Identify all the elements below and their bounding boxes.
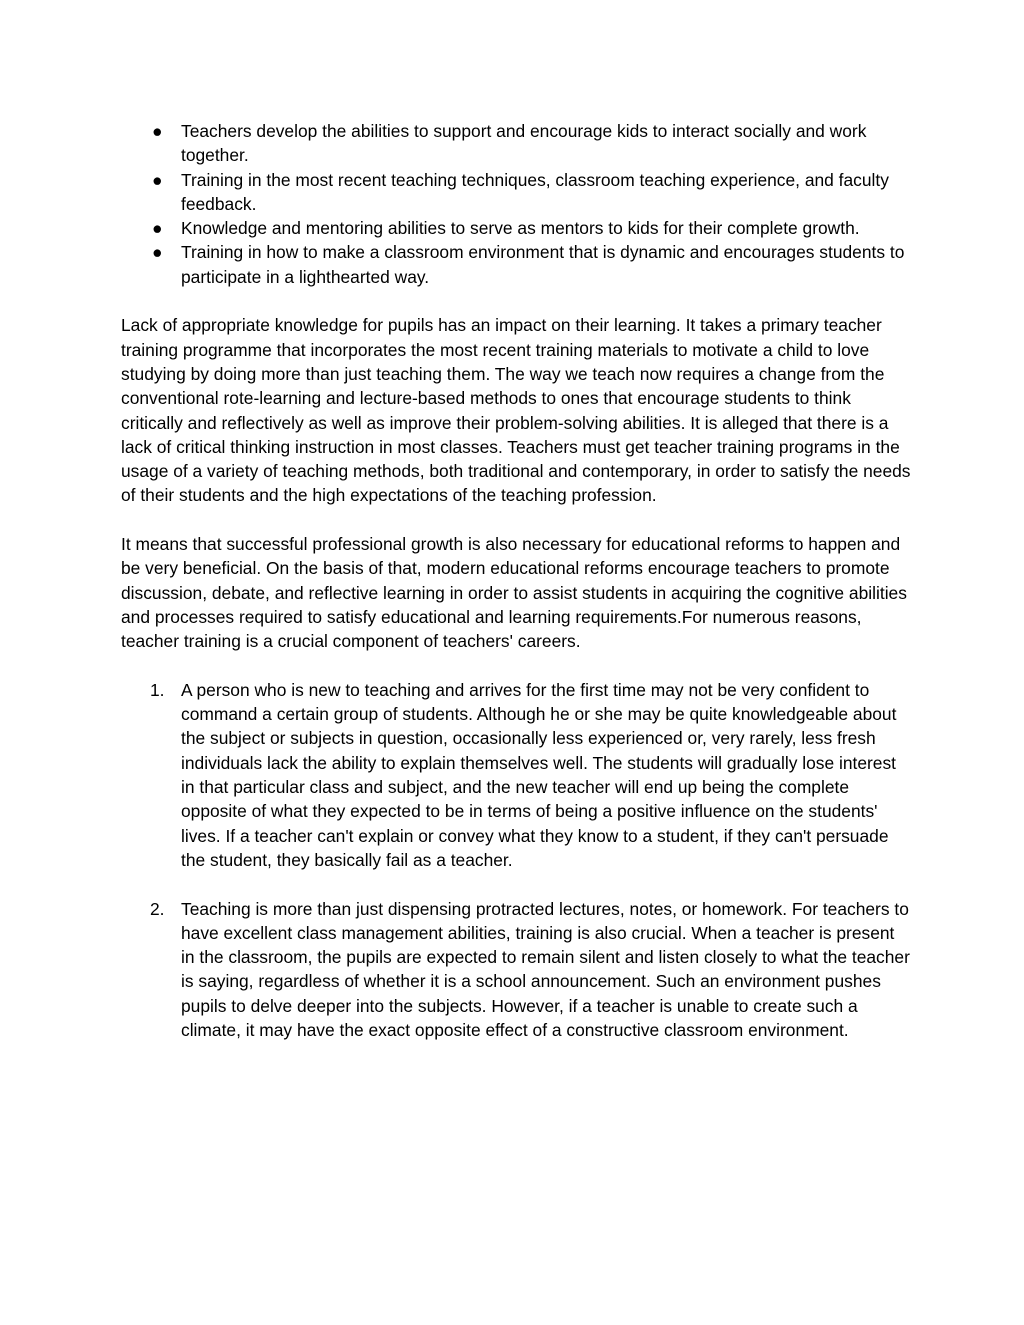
list-number: 2. xyxy=(150,898,165,919)
bullet-text: Teachers develop the abilities to support and encourage kids to interact socially and work together. xyxy=(181,121,867,166)
numbered-item xyxy=(121,897,911,1043)
numbered-list xyxy=(121,678,911,1042)
body-paragraph: Lack of appropriate knowledge for pupils has an impact on their learning. It takes a primary teacher training programme that incorporates the most recent training materials to motivate a child to love studying by doing more than just teaching them. The way we teach now requires a change from the conventional rote-learning and lecture-based methods to ones that encourage students to think critically and reflectively as well as improve their problem-solving abilities. It is alleged that there is a lack of critical thinking instruction in most classes. Teachers must get teacher training programs in the usage of a variety of teaching methods, both traditional and contemporary, in order to satisfy the needs of their students and the high expectations of the teaching profession. xyxy=(121,315,911,506)
spacer xyxy=(121,872,911,896)
bullet-icon: ● xyxy=(152,169,163,190)
numbered-item-text: Teaching is more than just dispensing protracted lectures, notes, or homework. For teachers to have excellent class management abilities, training is also crucial. When a teacher is present in the classroom, the pupils are expected to remain silent and listen closely to what the teacher is saying, regardless of whether it is a school announcement. Such an environment pushes pupils to delve deeper into the subjects. However, if a teacher is unable to create such a climate, it may have the exact opposite effect of a constructive classroom environment. xyxy=(181,898,910,1040)
bullet-text: Training in the most recent teaching techniques, classroom teaching experience, and faculty feedback. xyxy=(181,169,889,214)
bullet-item xyxy=(121,240,911,289)
bullet-icon: ● xyxy=(152,218,163,239)
bullet-item xyxy=(121,119,911,168)
spacer xyxy=(121,289,911,313)
bullet-text: Training in how to make a classroom environment that is dynamic and encourages students to participate in a lighthearted way. xyxy=(181,242,905,287)
bullet-text: Knowledge and mentoring abilities to serve as mentors to kids for their complete growth. xyxy=(181,218,860,239)
document-body xyxy=(121,119,911,1042)
numbered-item-text: A person who is new to teaching and arrives for the first time may not be very confident to command a certain group of students. Although he or she may be quite knowledgeable about the subject or subjects in question, occasionally less experienced or, very rarely, less fresh individuals lack the ability to explain themselves well. The students will gradually lose interest in that particular class and subject, and the new teacher will end up being the complete opposite of what they expected to be in terms of being a positive influence on the students' lives. If a teacher can't explain or convey what they know to a student, if they can't persuade the student, they basically fail as a teacher. xyxy=(181,679,897,870)
bullet-icon: ● xyxy=(152,121,163,141)
body-paragraph: It means that successful professional growth is also necessary for educational reforms to happen and be very beneficial. On the basis of that, modern educational reforms encourage teachers to promote discussion, debate, and reflective learning in order to assist students in acquiring the cognitive abilities and processes required to satisfy educational and learning requirements.For numerous reasons, teacher training is a crucial component of teachers' careers. xyxy=(121,534,907,652)
bullet-item xyxy=(121,216,911,240)
list-number: 1. xyxy=(150,679,165,700)
spacer xyxy=(121,654,911,678)
bullet-icon: ● xyxy=(152,242,163,263)
numbered-item xyxy=(121,678,911,872)
bullet-list xyxy=(121,119,911,289)
spacer xyxy=(121,508,911,532)
bullet-item xyxy=(121,168,911,217)
